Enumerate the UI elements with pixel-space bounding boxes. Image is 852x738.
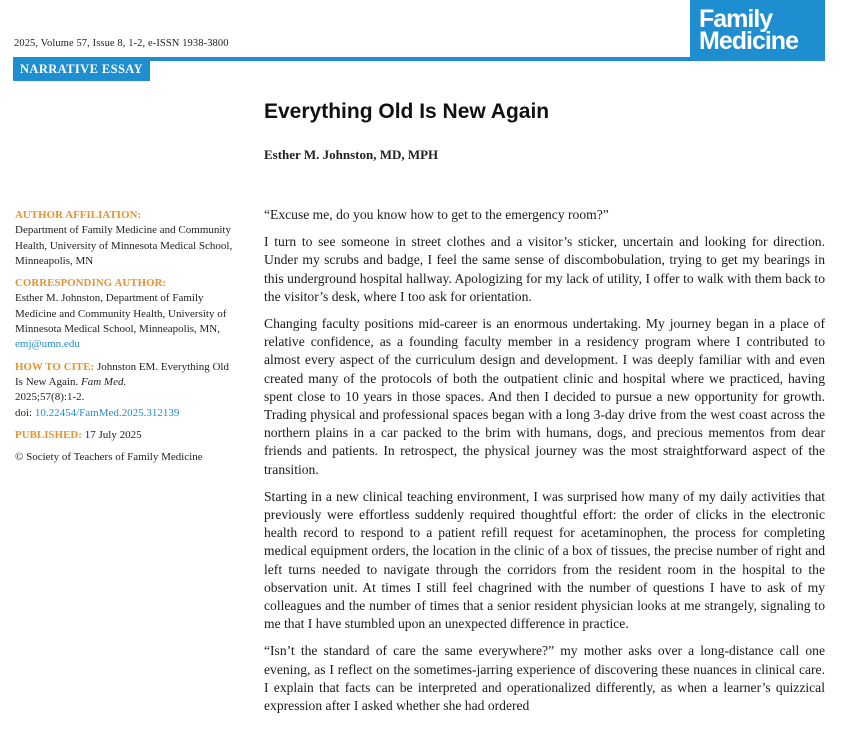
published-block — [15, 428, 237, 443]
corresponding-label: CORRESPONDING AUTHOR: — [15, 277, 167, 290]
cite-text — [15, 360, 237, 421]
doi-prefix: doi: — [15, 406, 33, 419]
cite-volume: 2025;57(8):1-2. — [15, 391, 85, 404]
published-label: PUBLISHED: — [15, 428, 82, 441]
body-paragraph-3: Changing faculty positions mid-career is an enormous undertaking. My journey began in a place of relative confidence, as a founding faculty member in a residency program where I contributed to almost every aspect of the curriculum design and development. I was deeply familiar with and even created many of the protocols of both the outpatient clinic and hospital where we practiced, having spent close to 10 years in those spaces. And then I decided to pursue a new opportunity for growth. Trading physical and professional spaces began with a long 3-day drive from the west coast across the northern plains in a car packed to the brim with humans, dogs, and precious mementos from dear friends and patients. In retrospect, the physical journey was the most straightforward aspect of the transition. — [264, 316, 825, 477]
corresponding-email-link[interactable]: emj@umn.edu — [15, 338, 80, 351]
body-paragraph-5: “Isn’t the standard of care the same everywhere?” my mother asks over a long-distance call one evening, as I reflect on the sometimes-jarring experience of discovering these nuances in clinical care. I explain that facts can be interpreted and operationalized differently, as when a learner’s quizzical expression after I asked whether she had ordered — [264, 643, 825, 714]
corresponding-block — [15, 276, 237, 352]
logo-text-family: Family — [699, 5, 773, 33]
affiliation-text: Department of Family Medicine and Community Health, University of Minnesota Medical School, Minneapolis, MN — [15, 224, 233, 267]
article-sidebar — [15, 208, 237, 472]
affiliation-block — [15, 208, 237, 269]
cite-journal: Fam Med. — [81, 375, 127, 388]
article-body — [264, 206, 825, 724]
corresponding-text — [15, 291, 237, 352]
published-date: 17 July 2025 — [84, 428, 142, 441]
body-paragraph-4: Starting in a new clinical teaching environment, I was surprised how many of my daily activities that previously were effortless suddenly required thoughtful effort: the order of clicks in the electronic health record to respond to a patient refill request for acetaminophen, the process for completing medical equipment orders, the location in the clinic of a box of tissues, the precise number of right and left turns needed to navigate through the corridors from the resident room in the hospital to the observation unit. At times I still feel chagrined with the number of questions I have to ask of my colleagues and the number of times that a senior resident physician looks at me strangely, signaling to me that I have stumbled upon an unexpected difference in practice. — [264, 488, 825, 632]
article-type-tag: NARRATIVE ESSAY — [13, 57, 150, 81]
affiliation-label: AUTHOR AFFILIATION: — [15, 209, 142, 221]
body-paragraph-1: “Excuse me, do you know how to get to the emergency room?” — [264, 207, 609, 222]
article-author: Esther M. Johnston, MD, MPH — [264, 147, 439, 162]
body-paragraph-2: I turn to see someone in street clothes and a visitor’s sticker, uncertain and looking for direction. Under my scrubs and badge, I feel the same sense of discombobulation, trying to get my bearings in this underground hospital hallway. Apologizing for my lack of utility, I offer to walk with them back to the visitor’s desk, where I too ask for orientation. — [264, 234, 825, 304]
article-title: Everything Old Is New Again — [264, 100, 550, 123]
corresponding-details: Esther M. Johnston, Department of Family Medicine and Community Health, University of Minnesota Medical School, Minneapolis, MN, — [15, 292, 227, 336]
cite-block — [15, 360, 237, 421]
copyright-text: © Society of Teachers of Family Medicine — [15, 451, 203, 464]
logo-text-medicine: Medicine — [699, 27, 798, 55]
citation-line: 2025, Volume 57, Issue 8, 1-2, e-ISSN 1938-3800 — [14, 38, 229, 49]
cite-label: HOW TO CITE: — [15, 360, 95, 373]
doi-link[interactable]: 10.22454/FamMed.2025.312139 — [34, 406, 180, 419]
journal-logo — [690, 0, 825, 60]
cite-reference: Johnston EM. Everything Old Is New Again. — [15, 360, 229, 388]
